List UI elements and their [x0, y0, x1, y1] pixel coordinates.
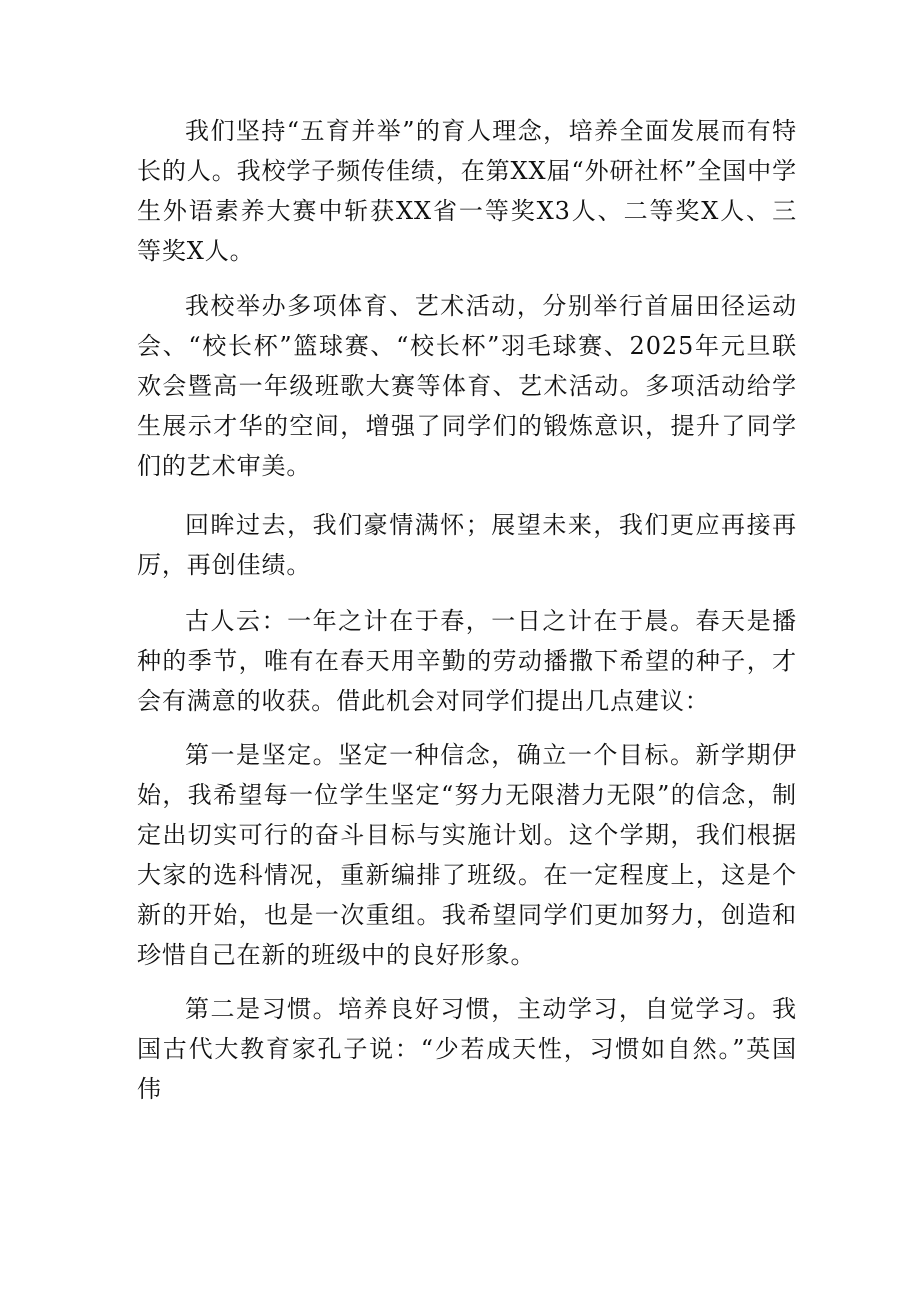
document-body	[137, 111, 797, 1109]
paragraph-ancient-saying: 古人云：一年之计在于春，一日之计在于晨。春天是播种的季节，唯有在春天用辛勤的劳动播撒下希望的种子，才会有满意的收获。借此机会对同学们提出几点建议：	[137, 607, 797, 715]
paragraph-five-education: 我们坚持“五育并举”的育人理念，培养全面发展而有特长的人。我校学子频传佳绩，在第XX届“外研社杯”全国中学生外语素养大赛中斩获XX省一等奖X3人、二等奖X人、三等奖X人。	[137, 117, 797, 265]
paragraph-second-habits: 第二是习惯。培养良好习惯，主动学习，自觉学习。我国古代大教育家孔子说：“少若成天性，习惯如自然。”英国伟	[137, 995, 797, 1103]
paragraph-sports-arts: 我校举办多项体育、艺术活动，分别举行首届田径运动会、“校长杯”篮球赛、“校长杯”羽毛球赛、2025年元旦联欢会暨高一年级班歌大赛等体育、艺术活动。多项活动给学生展示才华的空间，增强了同学们的锻炼意识，提升了同学们的艺术审美。	[137, 292, 797, 480]
paragraph-first-firmness: 第一是坚定。坚定一种信念，确立一个目标。新学期伊始，我希望每一位学生坚定“努力无限潜力无限”的信念，制定出切实可行的奋斗目标与实施计划。这个学期，我们根据大家的选科情况，重新编排了班级。在一定程度上，这是个新的开始，也是一次重组。我希望同学们更加努力，创造和珍惜自己在新的班级中的良好形象。	[137, 741, 797, 969]
paragraph-looking-back: 回眸过去，我们豪情满怀；展望未来，我们更应再接再厉，再创佳绩。	[137, 511, 797, 579]
